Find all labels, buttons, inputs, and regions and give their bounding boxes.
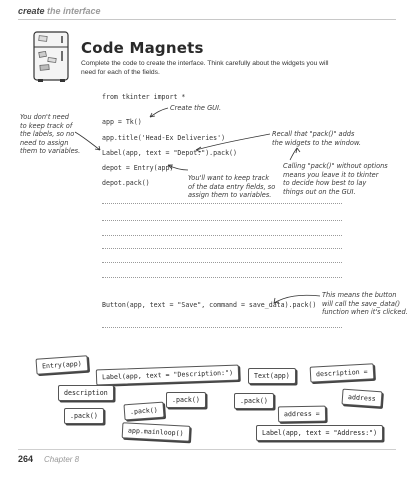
code-line-title: app.title('Head-Ex Deliveries')	[102, 134, 226, 142]
code-line-app: app = Tk()	[102, 118, 142, 126]
magnet-address-eq[interactable]: address =	[278, 406, 326, 423]
header-rule	[18, 19, 396, 20]
code-line-depot-pack: depot.pack()	[102, 179, 150, 187]
fridge-icon	[30, 30, 74, 84]
note-no-track: You don't need to keep track of the labels, so no need to assign them to variables.	[20, 113, 81, 155]
magnet-entry-app[interactable]: Entry(app)	[36, 355, 89, 375]
magnet-description-eq[interactable]: description =	[310, 363, 374, 382]
code-line-button: Button(app, text = "Save", command = save_data).pack()	[102, 301, 317, 309]
note-keep-track: You'll want to keep track of the data entry fields, so assign them to variables.	[188, 174, 276, 199]
note-create-gui: Create the GUI.	[170, 104, 222, 112]
header-section: create	[18, 6, 45, 16]
code-line-depot: depot = Entry(app)	[102, 164, 174, 172]
magnet-pack-1[interactable]: .pack()	[166, 392, 206, 408]
instructions: Complete the code to create the interface. Think carefully about the widgets you will need for each of the fields.	[81, 60, 329, 76]
magnet-text-app[interactable]: Text(app)	[248, 368, 296, 384]
page-title: Code Magnets	[81, 39, 204, 57]
note-button: This means the button will call the save_data() function when it's clicked.	[322, 291, 408, 316]
magnet-label-description[interactable]: Label(app, text = "Description:")	[96, 365, 239, 386]
magnet-address[interactable]: address	[341, 389, 382, 408]
blank-line-3[interactable]	[102, 235, 342, 236]
magnet-pack-2[interactable]: .pack()	[234, 393, 274, 409]
blank-line-7[interactable]	[102, 327, 342, 328]
magnet-description[interactable]: description	[58, 385, 114, 401]
running-header	[18, 6, 101, 16]
page-number: 264	[18, 454, 34, 464]
magnet-pack-3[interactable]: .pack()	[123, 402, 164, 421]
blank-line-4[interactable]	[102, 248, 342, 249]
blank-line-5[interactable]	[102, 262, 342, 263]
code-line-import: from tkinter import *	[102, 93, 186, 101]
blank-line-6[interactable]	[102, 277, 342, 278]
chapter-label: Chapter 8	[44, 455, 80, 464]
note-recall: Recall that "pack()" adds the widgets to the window.	[272, 130, 362, 147]
blank-line-1[interactable]	[102, 203, 342, 204]
magnet-label-address[interactable]: Label(app, text = "Address:")	[256, 425, 383, 441]
magnet-mainloop[interactable]: app.mainloop()	[122, 422, 190, 442]
note-calling-pack: Calling "pack()" without options means you leave it to tkinter to decide how best to lay things out on the GUI.	[283, 162, 388, 196]
header-subsection: the interface	[47, 6, 101, 16]
magnet-pack-4[interactable]: .pack()	[64, 408, 104, 424]
code-line-label: Label(app, text = "Depot:").pack()	[102, 149, 237, 157]
footer-rule	[18, 449, 396, 450]
blank-line-2[interactable]	[102, 220, 342, 221]
